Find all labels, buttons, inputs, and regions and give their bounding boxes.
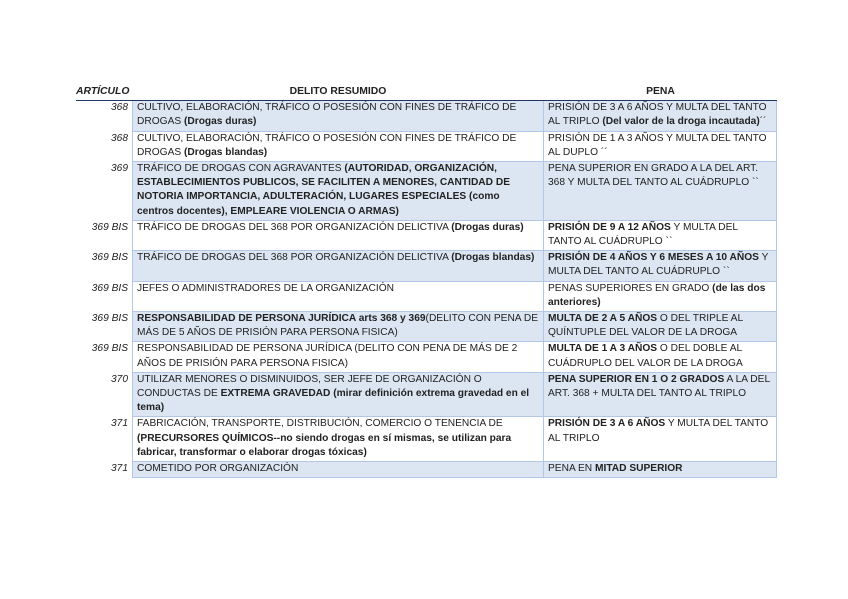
cell-pena (544, 221, 777, 251)
cell-articulo: 369 BIS (76, 342, 132, 372)
text-segment: PENA SUPERIOR EN 1 O 2 GRADOS (548, 373, 725, 385)
table-row (76, 312, 777, 342)
text-segment: UTILIZAR MENORES O DISMINUIDOS, SER JEFE DE ORGANIZACIÓN O CONDUCTAS DE (137, 373, 482, 400)
text-segment: (Drogas duras) (183, 116, 257, 128)
header-row (76, 85, 777, 101)
text-segment: A LA DEL ART. 368 + MULTA DEL TANTO AL TRIPLO (548, 373, 770, 400)
table-row (76, 462, 777, 478)
cell-pena (544, 101, 777, 131)
text-segment: PENAS SUPERIORES EN GRADO (548, 282, 713, 294)
text-segment: Y MULTA DEL TANTO AL TRIPLO (548, 418, 769, 444)
table-row (76, 251, 777, 281)
text-segment: JEFES O ADMINISTRADORES DE LA ORGANIZACIÓN (137, 282, 394, 294)
cell-delito (132, 373, 544, 418)
cell-pena (544, 282, 777, 312)
text-segment: RESPONSABILIDAD DE PERSONA JURÍDICA (DELITO CON PENA DE MÁS DE 2 AÑOS DE PRISIÓN PARA PERSONA FISICA) (137, 343, 518, 369)
text-segment: (Drogas blandas) (451, 252, 535, 264)
penal-table (76, 85, 777, 478)
text-segment: Y MULTA DEL TANTO AL CUÁDRUPLO `` (548, 221, 738, 248)
text-segment: PRISIÓN DE 3 A 6 AÑOS Y MULTA DEL TANTO AL TRIPLO (548, 102, 767, 128)
text-segment: PRISIÓN DE 1 A 3 AÑOS Y MULTA DEL TANTO AL DUPLO ´´ (548, 132, 767, 158)
text-segment: TRÁFICO DE DROGAS DEL 368 POR ORGANIZACIÓN DELICTIVA (137, 221, 452, 233)
text-segment: (DELITO CON PENA DE MÁS DE 5 AÑOS DE PRISIÓN PARA PERSONA FISICA) (137, 313, 539, 339)
cell-delito (132, 312, 544, 342)
header-articulo: ARTÍCULO (76, 85, 132, 101)
text-segment: O DEL DOBLE AL CUÁDRUPLO DEL VALOR DE LA DROGA (548, 343, 743, 369)
cell-delito (132, 417, 544, 462)
text-segment: O DEL TRIPLE AL QUÍNTUPLE DEL VALOR DE LA DROGA (548, 313, 743, 339)
cell-pena (544, 373, 777, 418)
text-segment: Y MULTA DEL TANTO AL CUÁDRUPLO `` (548, 252, 769, 278)
cell-articulo: 369 BIS (76, 221, 132, 251)
cell-delito (132, 462, 544, 478)
text-segment: TRÁFICO DE DROGAS DEL 368 POR ORGANIZACIÓN DELICTIVA (137, 252, 452, 264)
text-segment: (de las dos anteriores) (548, 282, 766, 308)
table-row (76, 417, 777, 462)
cell-articulo: 369 (76, 162, 132, 221)
cell-articulo: 371 (76, 462, 132, 478)
cell-articulo: 368 (76, 132, 132, 162)
table-body (76, 101, 777, 478)
cell-articulo: 369 BIS (76, 312, 132, 342)
cell-articulo: 368 (76, 101, 132, 131)
header-pena: PENA (544, 85, 777, 101)
text-segment: TRÁFICO DE DROGAS CON AGRAVANTES (137, 163, 345, 175)
text-segment: (Drogas duras) (451, 221, 524, 233)
text-segment: MULTA DE 2 A 5 AÑOS (548, 313, 658, 325)
cell-delito (132, 221, 544, 251)
text-segment: FABRICACIÓN, TRANSPORTE, DISTRIBUCIÓN, COMERCIO O TENENCIA DE (137, 418, 503, 430)
text-segment: ´´ (759, 116, 767, 128)
text-segment: PRISIÓN DE 4 AÑOS Y 6 MESES A 10 AÑOS (548, 252, 759, 264)
text-segment: (Drogas blandas) (183, 146, 268, 158)
cell-pena (544, 312, 777, 342)
table-row (76, 342, 777, 372)
text-segment: MITAD SUPERIOR (595, 463, 683, 475)
cell-pena (544, 417, 777, 462)
text-segment: CULTIVO, ELABORACIÓN, TRÁFICO O POSESIÓN CON FINES DE TRÁFICO DE DROGAS (137, 132, 517, 158)
cell-delito (132, 162, 544, 221)
text-segment: RESPONSABILIDAD DE PERSONA JURÍDICA arts 368 y 369 (137, 313, 426, 325)
text-segment: PRISIÓN DE 3 A 6 AÑOS (548, 418, 666, 430)
cell-pena (544, 132, 777, 162)
cell-delito (132, 282, 544, 312)
text-segment: PRISIÓN DE 9 A 12 AÑOS (548, 221, 671, 233)
cell-delito (132, 132, 544, 162)
text-segment: (PRECURSORES QUÍMICOS--no siendo drogas en sí mismas, se utilizan para fabricar, transformar o elaborar drogas tóxicas) (137, 432, 512, 458)
cell-articulo: 371 (76, 417, 132, 462)
text-segment: MULTA DE 1 A 3 AÑOS (548, 343, 658, 355)
cell-pena (544, 342, 777, 372)
cell-pena (544, 251, 777, 281)
text-segment: (AUTORIDAD, ORGANIZACIÓN, ESTABLECIMIENTOS PUBLICOS, SE FACILITEN A MENORES, CANTIDAD DE NOTORIA IMPORTANCIA, ADULTERACIÓN, LUGARES ESPECIALES (como centros docentes), EMPLEARE VIOLENCIA O ARMAS) (137, 163, 510, 217)
header-delito: DELITO RESUMIDO (132, 85, 544, 101)
text-segment: CULTIVO, ELABORACIÓN, TRÁFICO O POSESIÓN CON FINES DE TRÁFICO DE DROGAS (137, 102, 517, 128)
text-segment: COMETIDO POR ORGANIZACIÓN (137, 463, 299, 475)
cell-delito (132, 101, 544, 131)
text-segment: PENA EN (548, 463, 595, 475)
table-row (76, 221, 777, 251)
table-row (76, 132, 777, 162)
cell-pena (544, 462, 777, 478)
table-row (76, 101, 777, 131)
cell-delito (132, 251, 544, 281)
table-row (76, 373, 777, 418)
cell-articulo: 369 BIS (76, 251, 132, 281)
text-segment: (Del valor de la droga incautada) (602, 116, 760, 128)
table-row (76, 282, 777, 312)
text-segment: EXTREMA GRAVEDAD (mirar definición extrema gravedad en el tema) (137, 388, 530, 414)
table-row (76, 162, 777, 221)
cell-articulo: 370 (76, 373, 132, 418)
text-segment: PENA SUPERIOR EN GRADO A LA DEL ART. 368 Y MULTA DEL TANTO AL CUÁDRUPLO `` (548, 163, 759, 189)
cell-articulo: 369 BIS (76, 282, 132, 312)
cell-delito (132, 342, 544, 372)
cell-pena (544, 162, 777, 221)
